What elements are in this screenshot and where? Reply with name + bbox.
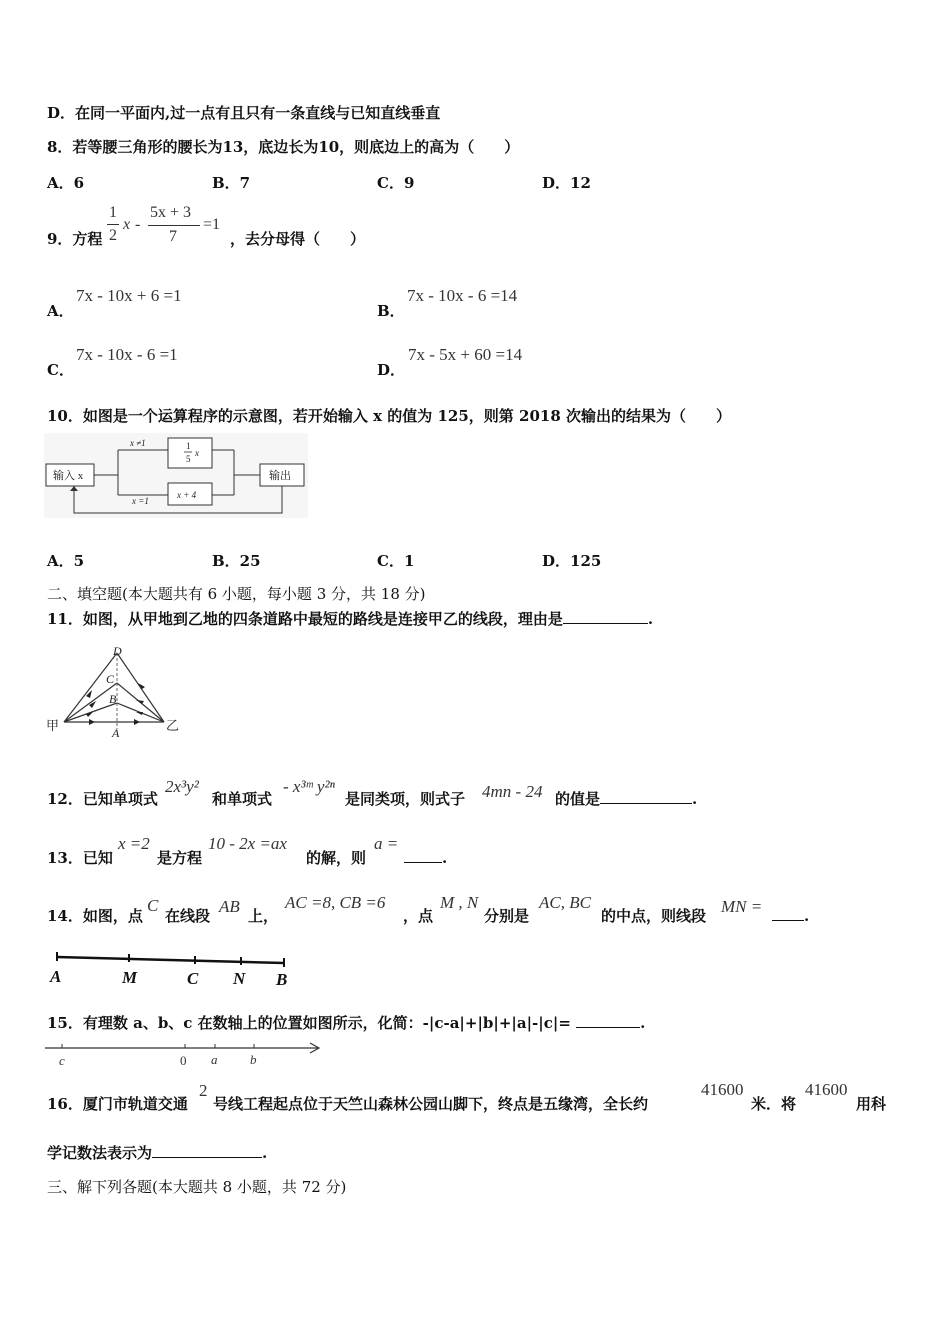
q13-text-3: 的解，则	[306, 849, 367, 867]
q13-text-1: 13．已知	[47, 849, 113, 867]
point-b: B	[276, 970, 288, 989]
q12-answer-blank[interactable]	[600, 789, 692, 804]
q16-line-2	[47, 1143, 267, 1163]
q8-option-a: A．6	[47, 174, 85, 192]
q12-tail: 的值是	[555, 790, 601, 808]
point-n: N	[233, 969, 246, 988]
cond-bottom: x =1	[132, 496, 149, 506]
q9-option-c-label: C．	[47, 361, 74, 379]
label-yi: 乙	[166, 718, 180, 733]
q14-text-5: 分别是	[484, 907, 530, 925]
op-top-num: 1	[186, 441, 191, 451]
q10-option-b: B．25	[212, 552, 261, 570]
label-jia: 甲	[46, 718, 60, 733]
point-c: C	[187, 969, 199, 988]
q11-stem: 11．如图，从甲地到乙地的四条道路中最短的路线是连接甲乙的线段，理由是	[47, 610, 563, 628]
point-m: M	[122, 968, 138, 987]
q12-text-4	[555, 789, 697, 809]
q9-option-a-label: A．	[47, 302, 74, 320]
q13-end: .	[442, 849, 448, 867]
q16-text-4: 用科	[856, 1095, 887, 1113]
q12-end: .	[692, 790, 698, 808]
q10-option-a: A．5	[47, 552, 85, 570]
axis-label-a: a	[211, 1052, 218, 1067]
q11-figure	[44, 643, 184, 739]
point-a: A	[50, 967, 62, 986]
q14-text-3: 上，	[248, 907, 279, 925]
q12-monomial-1: 2x³y²	[165, 777, 199, 796]
q9-prefix: 9．方程	[47, 230, 103, 248]
q9-var-x: x	[123, 216, 131, 233]
q8-option-d: D．12	[542, 174, 591, 192]
q13-text-2: 是方程	[157, 849, 203, 867]
q9-option-b-label: B．	[377, 302, 405, 320]
q9-frac2-den: 7	[169, 228, 177, 245]
q16-length-2: 41600	[805, 1080, 848, 1099]
op-bottom: x + 4	[177, 490, 197, 500]
q14-segments: AC, BC	[539, 893, 591, 912]
label-b: B	[109, 692, 117, 706]
section2-title: 二、填空题(本大题共有 6 小题，每小题 3 分，共 18 分)	[47, 585, 426, 603]
label-c: C	[106, 672, 115, 686]
output-label: 输出	[269, 470, 291, 482]
q9-option-a-expr: 7x - 10x + 6 =1	[76, 286, 182, 305]
q9-suffix: ，去分母得（ ）	[230, 230, 366, 248]
q14-text-2: 在线段	[165, 907, 211, 925]
q14-lengths: AC =8, CB =6	[285, 893, 386, 912]
q9-option-d-label: D．	[377, 361, 406, 379]
q16-line-number: 2	[199, 1081, 208, 1100]
q14-mn: MN =	[721, 897, 763, 916]
q9-frac1-den: 2	[109, 227, 117, 244]
q12-text-3: 是同类项，则式子	[345, 790, 466, 808]
label-d: D	[113, 644, 122, 658]
q12-monomial-2: - x³ᵐ y²ⁿ	[283, 777, 335, 796]
q10-stem: 10．如图是一个运算程序的示意图，若开始输入 x 的值为 125，则第 2018 次输出的结果为（ ）	[47, 407, 731, 425]
q12-expr: 4mn - 24	[482, 782, 543, 801]
q11-end: .	[647, 610, 654, 628]
q12-line	[47, 789, 158, 809]
q12-text-2: 和单项式	[212, 790, 273, 808]
q14-point-c: C	[147, 896, 159, 915]
q10-option-c: C．1	[377, 552, 415, 570]
q14-blank-line	[772, 906, 809, 926]
q9-option-c-expr: 7x - 10x - 6 =1	[76, 345, 178, 364]
q15-stem: 15．有理数 a、b、c 在数轴上的位置如图所示，化简：-|c-a|+|b|+|a|-|c|=	[47, 1014, 571, 1032]
q12-text-1: 12．已知单项式	[47, 790, 158, 808]
axis-label-0: 0	[180, 1053, 187, 1068]
q16-text-2: 号线工程起点位于天竺山森林公园山脚下，终点是五缘湾，全长约	[213, 1095, 649, 1113]
cond-top: x ≠1	[130, 438, 146, 448]
q10-flowchart	[44, 433, 308, 518]
q8-option-c: C．9	[377, 174, 415, 192]
q14-points-mn: M , N	[440, 893, 479, 912]
q14-segment-figure	[44, 947, 294, 989]
q9-frac2-num: 5x + 3	[150, 204, 192, 221]
q9-option-b-expr: 7x - 10x - 6 =14	[407, 286, 518, 305]
q13-expr-2: 10 - 2x =ax	[208, 834, 287, 853]
q15-end: .	[640, 1014, 646, 1032]
q15-number-line	[44, 1040, 324, 1070]
q9-minus: -	[135, 216, 141, 233]
q16-text-1: 16．厦门市轨道交通	[47, 1095, 188, 1113]
q8-stem: 8．若等腰三角形的腰长为13，底边长为10，则底边上的高为（ ）	[47, 138, 520, 156]
q14-segment-ab: AB	[219, 897, 240, 916]
q11-stem-line	[47, 609, 653, 629]
axis-label-b: b	[250, 1052, 257, 1067]
input-label: 输入 x	[53, 470, 84, 482]
q13-expr-1: x =2	[118, 834, 150, 853]
q13-answer-blank[interactable]	[404, 848, 442, 863]
q14-text-6: 的中点，则线段	[601, 907, 707, 925]
q16-answer-blank[interactable]	[152, 1143, 262, 1158]
op-top-var: x	[195, 448, 199, 458]
q9-option-d-expr: 7x - 5x + 60 =14	[408, 345, 523, 364]
q16-end: .	[262, 1144, 268, 1162]
q14-text-4: ，点	[403, 907, 434, 925]
q16-text-3: 米．将	[751, 1095, 797, 1113]
q10-option-d: D．125	[542, 552, 602, 570]
q14-answer-blank[interactable]	[772, 906, 804, 921]
q7-option-d: D．在同一平面内,过一点有且只有一条直线与已知直线垂直	[47, 104, 441, 122]
q15-stem-line	[47, 1013, 645, 1033]
q16-text-5: 学记数法表示为	[47, 1144, 153, 1162]
q14-end: .	[804, 907, 810, 925]
op-top-den: 5	[186, 454, 191, 464]
q9-frac1-num: 1	[109, 204, 117, 221]
q14-text-1: 14．如图，点	[47, 907, 143, 925]
q15-answer-blank[interactable]	[576, 1013, 640, 1028]
q9-equation	[104, 202, 234, 252]
q13-expr-3: a =	[374, 834, 399, 853]
q13-blank-line	[404, 848, 447, 868]
q16-length-1: 41600	[701, 1080, 744, 1099]
q8-option-b: B．7	[212, 174, 251, 192]
label-a: A	[112, 726, 120, 739]
section3-title: 三、解下列各题(本大题共 8 小题，共 72 分)	[47, 1178, 347, 1196]
axis-label-c: c	[59, 1053, 65, 1068]
q11-answer-blank[interactable]	[563, 609, 648, 624]
q9-rhs: =1	[203, 216, 221, 233]
